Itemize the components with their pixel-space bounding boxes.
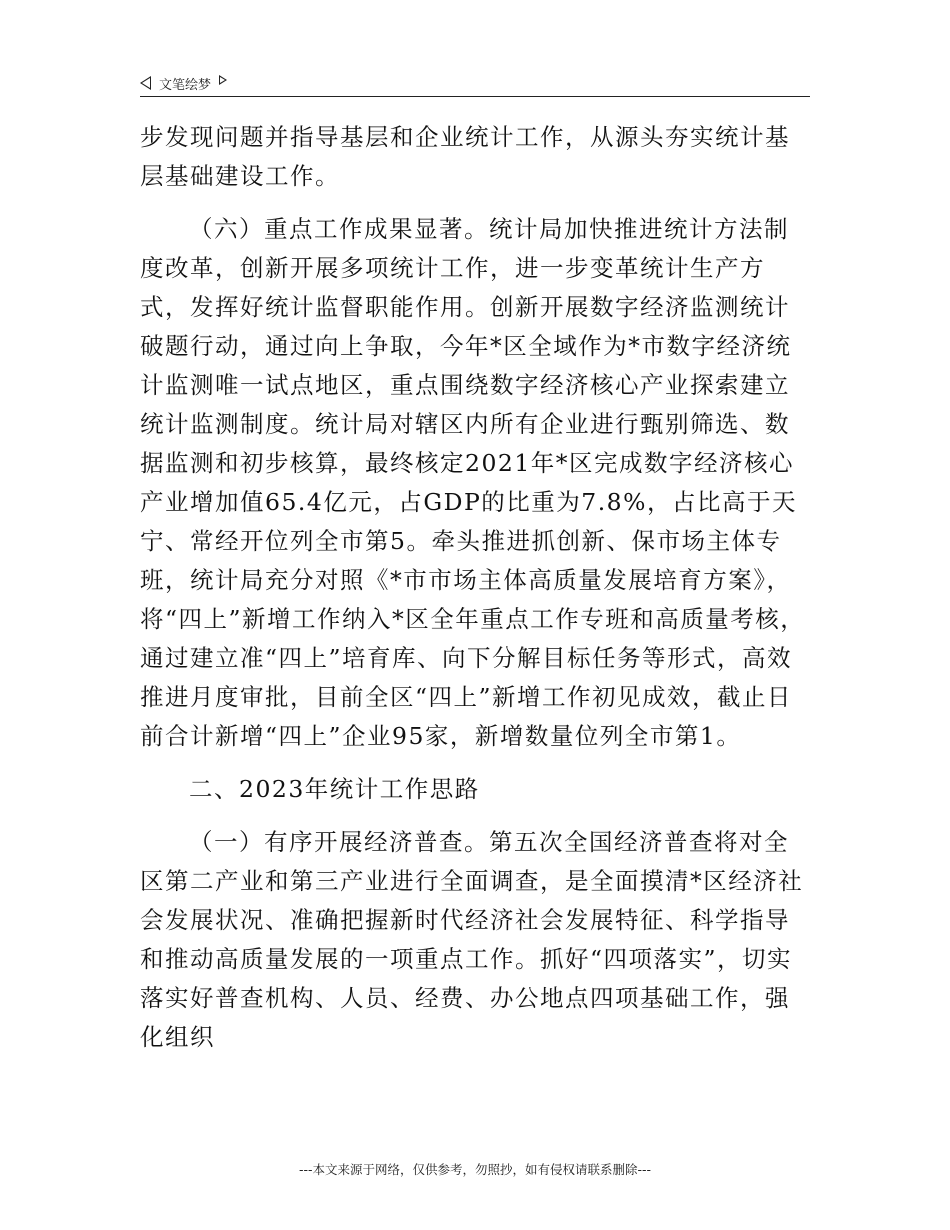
page-footer: ---本文来源于网络，仅供参考，勿照抄，如有侵权请联系删除--- (298, 1162, 652, 1177)
page-header (140, 70, 810, 97)
paragraph-continuation: 步发现问题并指导基层和企业统计工作，从源头夯实统计基层基础建设工作。 (140, 123, 790, 190)
header-title: 文笔绘梦 (159, 77, 212, 93)
section-heading: 二、2023年统计工作思路 (189, 775, 480, 803)
triangle-right-icon (219, 75, 227, 85)
document-body (140, 118, 810, 1057)
triangle-left-icon (140, 76, 151, 90)
paragraph-section-one: （一）有序开展经济普查。第五次全国经济普查将对全区第二产业和第三产业进行全面调查，是全面摸清*区经济社会发展状况、准确把握新时代经济社会发展特征、科学指导和推动高质量发展的一项重点工作。抓好“四项落实”，切实落实好普查机构、人员、经费、办公地点四项基础工作，强化组织 (140, 828, 804, 1051)
paragraph-section-six: （六）重点工作成果显著。统计局加快推进统计方法制度改革，创新开展多项统计工作，进一步变革统计生产方式，发挥好统计监督职能作用。创新开展数字经济监测统计破题行动，通过向上争取，今年*区全域作为*市数字经济统计监测唯一试点地区，重点围绕数字经济核心产业探索建立统计监测制度。统计局对辖区内所有企业进行甄别筛选、数据监测和初步核算，最终核定2021年*区完成数字经济核心产业增加值65.4亿元，占GDP的比重为7.8%，占比高于天宁、常经开位列全市第5。牵头推进抓创新、保市场主体专班，统计局充分对照《*市市场主体高质量发展培育方案》，将“四上”新增工作纳入*区全年重点工作专班和高质量考核，通过建立准“四上”培育库、向下分解目标任务等形式，高效推进月度审批，目前全区“四上”新增工作初见成效，截止日前合计新增“四上”企业95家，新增数量位列全市第1。 (140, 215, 806, 750)
